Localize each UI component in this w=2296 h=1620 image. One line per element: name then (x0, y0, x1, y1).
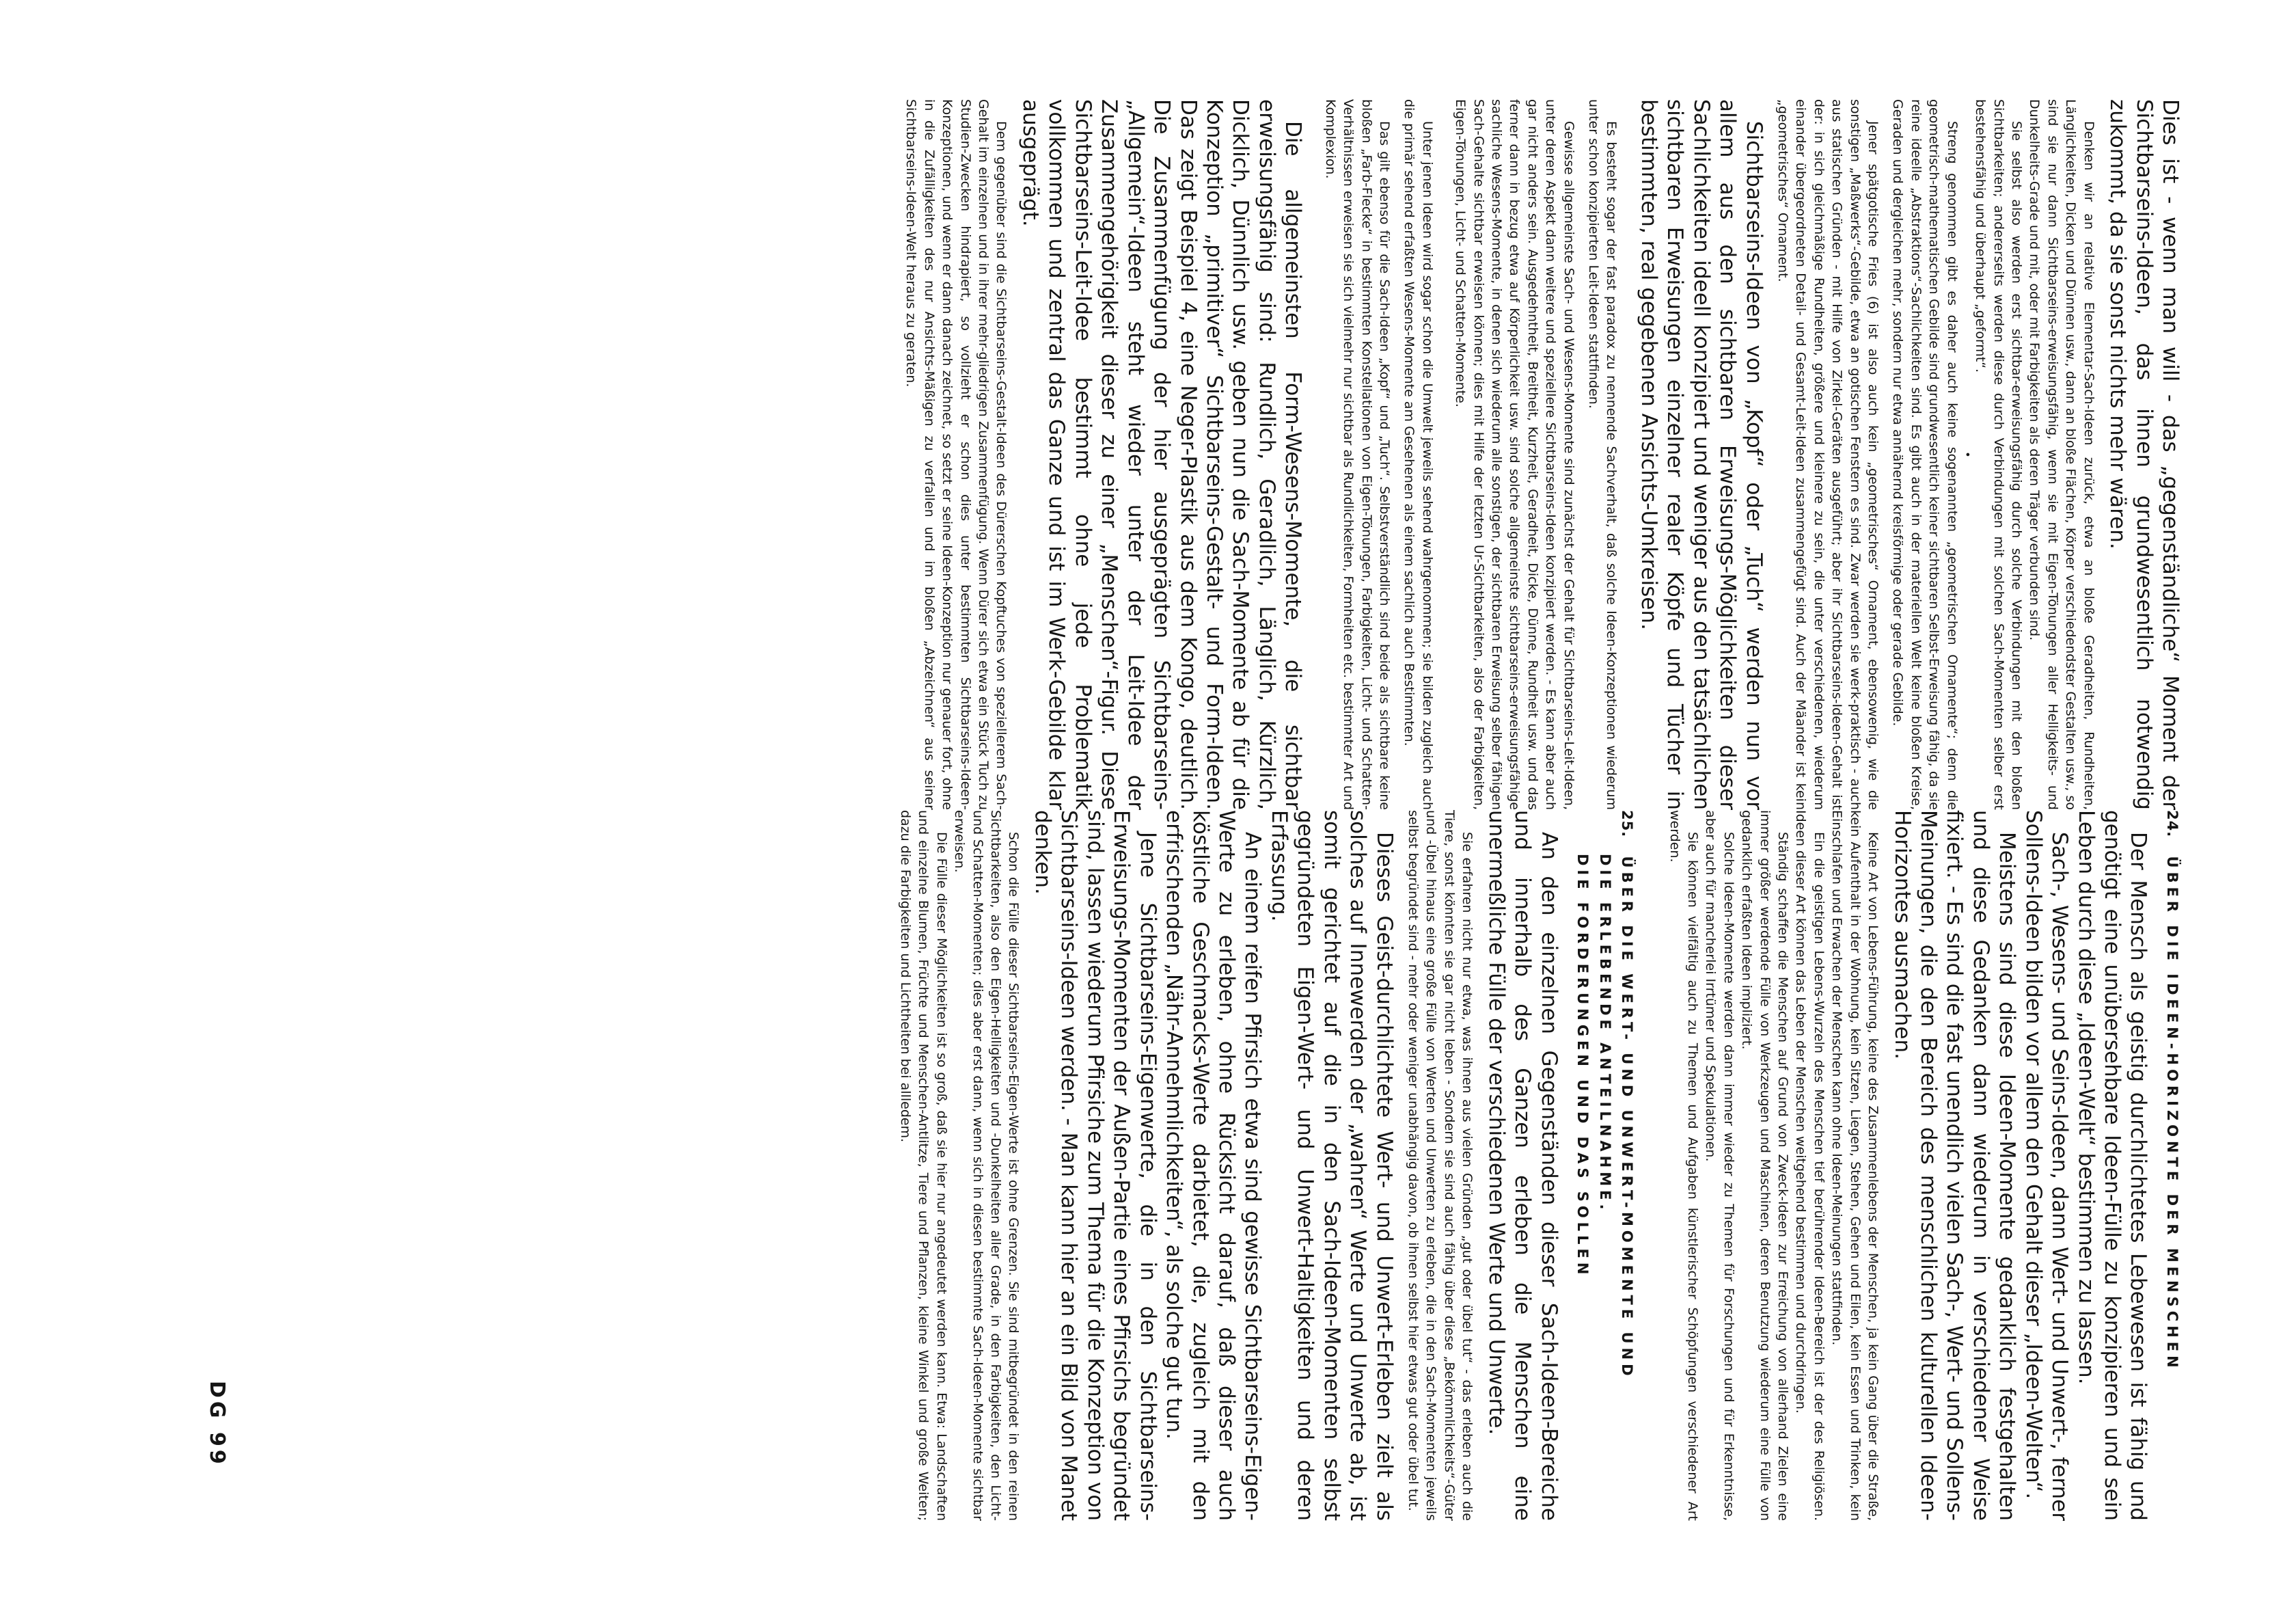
paragraph: Es besteht sogar der fast paradox zu nennende Sachverhalt, daß solche Ideen-Konzeptionen wiederum unter schon konzipierten Leit-Ideen stattfinden. (1586, 99, 1620, 810)
paragraph: Das gilt ebenso für die Sach-Ideen „Kopf“ und „Tuch“. Selbstverständlich sind beide als sichtbare keine bloßen „Farb-Flecke“ in bestimmten Konstellationen von Eigen-Tönungen, Farbigkeiten, Licht- und Schatten-Verhältnissen erweisen sie sich vielmehr nur sichtbar als Rundlichkeiten, Formheiten etc. bestimmter Art und Komplexion. (1322, 99, 1392, 811)
paragraph: An einem reifen Pfirsich etwa sind gewisse Sichtbarseins-Eigen-Werte zu erleben, ohne Rücksicht darauf, daß dieser auch köstliche Geschmacks-Werte darbietet, die, zugleich mit den erfrischenden „Nähr-Annehmlichkeiten“, als solche gut tun. (1162, 810, 1266, 1521)
paragraph: Jener spätgotische Fries (6) ist also auch kein „geometrisches“ Ornament, ebensowenig, wie die sonstigen „Maßwerks“-Gebilde, etwa an gotischen Fenstern es sind. Zwar werden sie werk-praktisch - auch aus statischen Gründen - mit Hilfe von Zirkel-Geräten ausgeführt; aber ihr Sichtbarseins-Ideen-Gehalt ist der: in sich gleichmäßige Rundheiten, größere und kleinere zu sein, die unter verschiedenen, wiederum einander übergeordneten Detail- und Gesamt-Leit-Ideen zusammengefügt sind. Auch der Mäander ist kein „geometrisches“ Ornament. (1775, 99, 1881, 810)
page-number: DG 99 (205, 1381, 229, 1468)
section-title-line: DIE FORDERUNGEN UND DAS SOLLEN (1574, 854, 1591, 1279)
paragraph: Schon die Fülle dieser Sichtbarseins-Eigen-Werte ist ohne Grenzen. Sie sind mitbegründet in den reinen Sichtbarkeiten, also den Eigen-Helligkeiten und -Dunkelheiten aller Grade, in den Farbigkeiten, den Licht- und Schatten-Momenten; dies aber erst dann, wenn sich in diesen bestimmte Sach-Ideen-Momente sichtbar erweisen. (952, 810, 1022, 1521)
paragraph: Dies ist - wenn man will - das „gegenständliche“ Moment der Sichtbarseins-Ideen, das ihnen grundwesentlich notwendig zukommt, da sie sonst nichts mehr wären. (2105, 99, 2183, 810)
section-title-line: ÜBER DIE WERT- UND UNWERT-MOMENTE UND (1619, 856, 1636, 1380)
paragraph: Jene Sichtbarseins-Eigenwerte, die in den Sichtbarseins-Erweisungs-Momenten der Außen-Partie eines Pfirsichs begründet sind, lassen wiederum Pfirsiche zum Thema für die Konzeption von Sichtbarseins-Ideen werden. - Man kann hier an ein Bild von Manet denken. (1030, 810, 1160, 1521)
section-heading (2161, 810, 2183, 1521)
left-column (902, 99, 2183, 810)
paragraph: Dem gegenüber sind die Sichtbarseins-Gestalt-Ideen des Dürerschen Kopftuches von speziellerem Sach-Gehalt im einzelnen und in ihrer mehr-gliedrigen Zusammenfügung. Wenn Dürer sich etwa ein Stück Tuch zu Studien-Zwecken hindrapiert, so vollzieht er schon dies unter bestimmten Sichtbarseins-Ideen-Konzeptionen, und wenn er dann danach zeichnet, so setzt er seine Ideen-Konzeption nur genauer fort, ohne in die Zufälligkeiten des nur Ansichts-Mäßigen zu verfallen und im bloßen „Abzeichnen“ aus seiner Sichtbarseins-Ideen-Welt heraus zu geraten. (903, 99, 1009, 810)
paragraph: Unter jenen Ideen wird sogar schon die Umwelt jeweils sehend wahrgenommen; sie bilden zugleich auch die primär sehend erfaßten Wesens-Momente am Gesehenen als einem sachlich auch Bestimmten. (1402, 99, 1435, 810)
paragraph: Keine Art von Lebens-Führung, keine des Zusammenlebens der Menschen, ja kein Gang über die Straße, kein Aufenthalt in der Wohnung, kein Sitzen, Liegen, Stehen, Gehen und Eilen, kein Essen und Trinken, kein Einschlafen und Erwachen der Menschen kann ohne Ideen-Meinungen stattfinden. (1829, 810, 1881, 1521)
paragraph: An den einzelnen Gegenständen dieser Sach-Ideen-Bereiche und innerhalb des Ganzen erleben die Menschen eine unermeßliche Fülle der verschiedenen Werte und Unwerte. (1484, 810, 1561, 1521)
paragraph: Die allgemeinsten Form-Wesens-Momente, die sichtbar erweisungsfähig sind: Rundlich, Geradlich, Länglich, Kürzlich, Dicklich, Dünnlich usw. geben nun die Sach-Momente ab für die Konzeption „primitiver“ Sichtbarseins-Gestalt- und Form-Ideen. Das zeigt Beispiel 4, eine Neger-Plastik aus dem Kongo, deutlich. Die Zusammenfügung der hier ausgeprägten Sichtbarseins-„Allgemein“-Ideen steht wieder unter der Leit-Idee der Zusammengehörigkeit dieser zu einer „Menschen“-Figur. Diese Sichtbarseins-Leit-Idee bestimmt ohne jede Problematik vollkommen und zentral das Ganze und ist im Werk-Gebilde klar ausgeprägt. (1017, 99, 1306, 810)
section-title: ÜBER DIE IDEEN-HORIZONTE DER MENSCHEN (2164, 856, 2181, 1372)
section-title-line: DIE ERLEBENDE ANTEILNAHME. (1596, 854, 1613, 1214)
paragraph: Meistens sind diese Ideen-Momente gedanklich festgehalten und diese Gedanken dann wiederum in verschiedener Weise fixiert. - Es sind die fast unendlich vielen Sach-, Wert- und Sollens-Meinungen, die den Bereich des menschlichen kulturellen Ideen-Horizontes ausmachen. (1889, 810, 2020, 1521)
paragraph: Solche Ideen-Momente werden dann immer wieder zu Themen für Forschungen und für Erkenntnisse, aber auch für mancherlei Irrtümer und Spekulationen. (1703, 810, 1736, 1521)
paragraph: Der Mensch als geistig durchlichtetes Lebewesen ist fähig und genötigt eine unübersehbare Ideen-Fülle zu konzipieren und sein Leben durch diese „Ideen-Welt“ bestimmen zu lassen. (2073, 810, 2151, 1521)
paragraph: Sie selbst also werden erst sichtbar-erweisungsfähig durch solche Verbindungen mit den bloßen Sichtbarkeiten; andererseits werden diese durch Verbindungen mit solchen Sach-Momenten selber erst bestehensfähig und überhaupt „geformt“. (1973, 99, 2025, 810)
paragraph: Ein die geistigen Lebens-Wurzeln des Menschen tief berührender Ideen-Bereich ist der des Religiösen. Ideen dieser Art können das Leben der Menschen weitgehend bestimmen und durchdringen. (1793, 810, 1827, 1521)
paragraph: Dieses Geist-durchlichtete Wert- und Unwert-Erleben zielt als solches auf Innewerden der „wahren“ Werte und Unwerte ab, ist somit gerichtet auf die in den Sach-Ideen-Momenten selbst gegründeten Eigen-Wert- und Unwert-Haltigkeiten und deren Erfassung. (1266, 810, 1397, 1521)
right-column (897, 810, 2183, 1521)
paragraph: Sichtbarseins-Ideen von „Kopf“ oder „Tuch“ werden nun vor allem aus den sichtbaren Erweisungs-Möglichkeiten dieser Sachlichkeiten ideell konzipiert und weniger aus den tatsächlichen sichtbaren Erweisungen einzelner realer Köpfe und Tücher in bestimmten, real gegebenen Ansichts-Umkreisen. (1636, 99, 1766, 810)
paragraph: Denken wir an relative Elementar-Sach-Ideen zurück, etwa an bloße Geradheiten, Rundheiten, Länglichkeiten, Dicken und Dünnen usw., dann an bloße Flächen, Körper verschiedendster Gestalten usw., so sind sie nur dann Sichtbarseins-erweisungsfähig, wenn sie mit Eigen-Tönungen aller Helligkeits- und Dunkelheits-Grade und mit, oder mit Farbigkeiten als deren Träger verbunden sind. (2027, 99, 2096, 810)
paragraph: Sie können vielfältig auch zu Themen und Aufgaben künstlerischer Schöpfungen verschiedener Art werden. (1667, 810, 1701, 1521)
bullet-mark: • (1960, 451, 1974, 458)
paragraph: Die Fülle dieser Möglichkeiten ist so groß, daß sie hier nur angedeutet werden kann. Etwa: Landschaften und einzelne Blumen, Früchte und Menschen-Antlitze, Tiere und Pflanzen, kleine Winkel und große Weiten; dazu die Farbigkeiten und Lichtheiten bei allledem. (898, 810, 949, 1521)
paragraph: Gewisse allgemeinste Sach- und Wesens-Momente sind zunächst der Gehalt für Sichtbarseins-Leit-Ideen, unter deren Aspekt dann weitere und speziellere Sichtbarseins-Ideen konzipiert werden. - Es kann aber auch gar nicht anders sein. Ausgedehntheit, Breitheit, Kurzheit, Geradheit, Dicke, Dünne, Rundheit usw. und das ferner dann in bezug etwa auf Körperlichkeit usw. sind solche allgemeinste sichtbarseins-erweisungsfähige sachliche Wesens-Momente, in denen sich wiederum alle sonstigen, der sichtbaren Erweisung selber fähigen Sach-Gehalte sichtbar erweisen können; dies mit Hilfe der letzten Ur-Sichtbarkeiten, also der Farbigkeiten, Eigen-Tönungen, Licht- und Schatten-Momente. (1453, 99, 1576, 810)
section-number: 25. (1619, 810, 1636, 838)
paragraph: Sie erfahren nicht nur etwa, was ihnen aus vielen Gründen „gut oder übel tut“ - das erleben auch die Tiere, sonst könnten sie gar nicht leben - Sondern sie sind auch fähig über diese „Bekömmlichkeits“-Güter und -Übel hinaus eine große Fülle von Werten und Unwerten zu erleben, die in den Sach-Momenten jeweils selbst begründet sind - mehr oder weniger unabhängig davon, ob ihnen selbst hier etwas gut oder übel tut. (1406, 810, 1475, 1521)
section-number: 24. (2164, 810, 2181, 838)
section-heading (1572, 810, 1639, 1521)
paragraph: Ständig schaffen die Menschen auf Grund von Zweck-Ideen zur Erreichung von allerhand Zielen eine immer größer werdende Fülle von Werkzeugen und Maschinen, deren Benutzung wiederum eine Fülle von gedanklich erfaßten Ideen impliziert. (1739, 810, 1791, 1521)
paragraph: Sach-, Wesens- und Seins-Ideen, dann Wert- und Unwert-, ferner Sollens-Ideen bilden vor allem den Gehalt dieser „Ideen-Welten“. (2021, 810, 2073, 1521)
paragraph: Streng genommen gibt es daher auch keine sogenannten „geometrischen Ornamente“; denn die geometrisch-mathematischen Gebilde sind grundwesentlich keiner sichtbaren Selbst-Erweisung fähig, da sie reine ideelle „Abstraktions“-Sachlichkeiten sind. Es gibt auch in der materiellen Welt keine bloßen Kreise, Geraden und dergleichen mehr, sondern nur etwa annähernd kreisförmige oder gerade Gebilde. (1890, 99, 1960, 810)
